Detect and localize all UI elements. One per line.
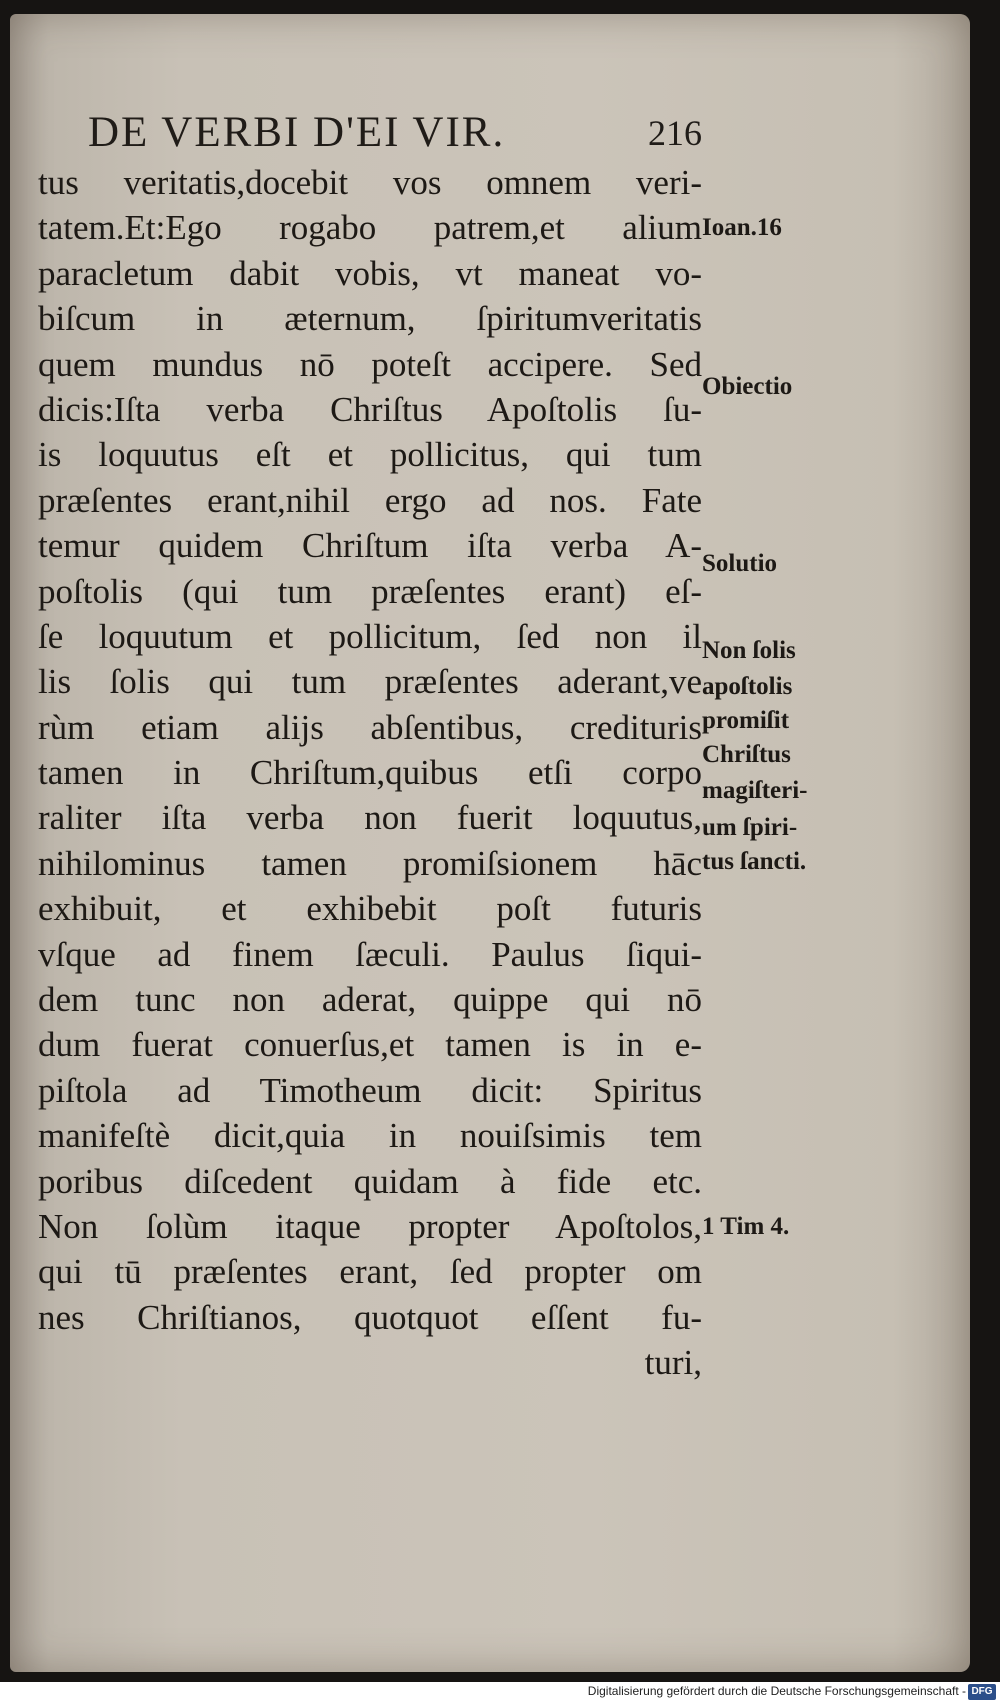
text-line: lis ſolis qui tum præſentes aderant,ve — [38, 662, 702, 702]
text-line: biſcum in æternum, ſpiritumveritatis — [38, 299, 702, 339]
text-line: paracletum dabit vobis, vt maneat vo- — [38, 253, 702, 293]
text-line: ſe loquutum et pollicitum, ſed non il — [38, 616, 702, 656]
margin-note: Non ſolis — [702, 636, 796, 664]
text-line: nes Chriſtianos, quotquot eſſent fu- — [38, 1297, 702, 1337]
page-number: 216 — [648, 113, 702, 153]
margin-note: Ioan.16 — [702, 214, 782, 242]
text-line: manifeſtè dicit,quia in nouiſsimis tem — [38, 1116, 702, 1156]
text-line: raliter iſta verba non fuerit loquutus, — [38, 798, 702, 838]
text-line: tatem.Et:Ego rogabo patrem,et alium — [38, 208, 702, 248]
text-line: quem mundus nō poteſt accipere. Sed — [38, 344, 702, 384]
page-header — [88, 108, 702, 158]
text-line: qui tū præſentes erant, ſed propter om — [38, 1252, 702, 1292]
text-line: exhibuit, et exhibebit poſt futuris — [38, 889, 702, 929]
text-line: dem tunc non aderat, quippe qui nō — [38, 980, 702, 1020]
margin-note: um ſpiri- — [702, 813, 798, 841]
margin-note: tus ſancti. — [702, 847, 807, 875]
text-line: Non ſolùm itaque propter Apoſtolos, — [38, 1206, 702, 1246]
footer-bar — [0, 1682, 1000, 1704]
text-line: turi, — [644, 1343, 702, 1383]
text-line: piſtola ad Timotheum dicit: Spiritus — [38, 1070, 702, 1110]
text-line: rùm etiam alijs abſentibus, credituris — [38, 707, 702, 747]
text-line: dicis:Iſta verba Chriſtus Apoſtolis ſu- — [38, 389, 702, 429]
text-line: præſentes erant,nihil ergo ad nos. Fate — [38, 480, 702, 520]
margin-note: Chriſtus — [702, 741, 791, 769]
text-line: poſtolis (qui tum præſentes erant) eſ- — [38, 571, 702, 611]
text-line: tamen in Chriſtum,quibus etſi corpo — [38, 753, 702, 793]
main-text-block — [38, 160, 702, 1386]
text-line: vſque ad finem ſæculi. Paulus ſiqui- — [38, 934, 702, 974]
text-line: poribus diſcedent quidam à fide etc. — [38, 1161, 702, 1201]
text-line: temur quidem Chriſtum iſta verba A- — [38, 526, 702, 566]
text-line: is loquutus eſt et pollicitus, qui tum — [38, 435, 702, 475]
margin-note: 1 Tim 4. — [702, 1213, 790, 1241]
margin-note: apoſtolis — [702, 672, 793, 700]
funding-credit: Digitalisierung gefördert durch die Deutsche Forschungsgemeinschaft - — [587, 1684, 966, 1698]
running-title: DE VERBI D'EI VIR. — [88, 109, 506, 156]
text-line: dum fuerat conuerſus,et tamen is in e- — [38, 1025, 702, 1065]
margin-note: Obiectio — [702, 373, 793, 401]
text-line: tus veritatis,docebit vos omnem veri- — [38, 163, 702, 202]
margin-note: Solutio — [702, 550, 778, 578]
margin-note: promiſit — [702, 706, 790, 734]
text-line: nihilominus tamen promiſsionem hāc — [38, 843, 702, 883]
margin-note: magiſteri- — [702, 777, 808, 805]
dfg-logo: DFG — [968, 1684, 996, 1700]
